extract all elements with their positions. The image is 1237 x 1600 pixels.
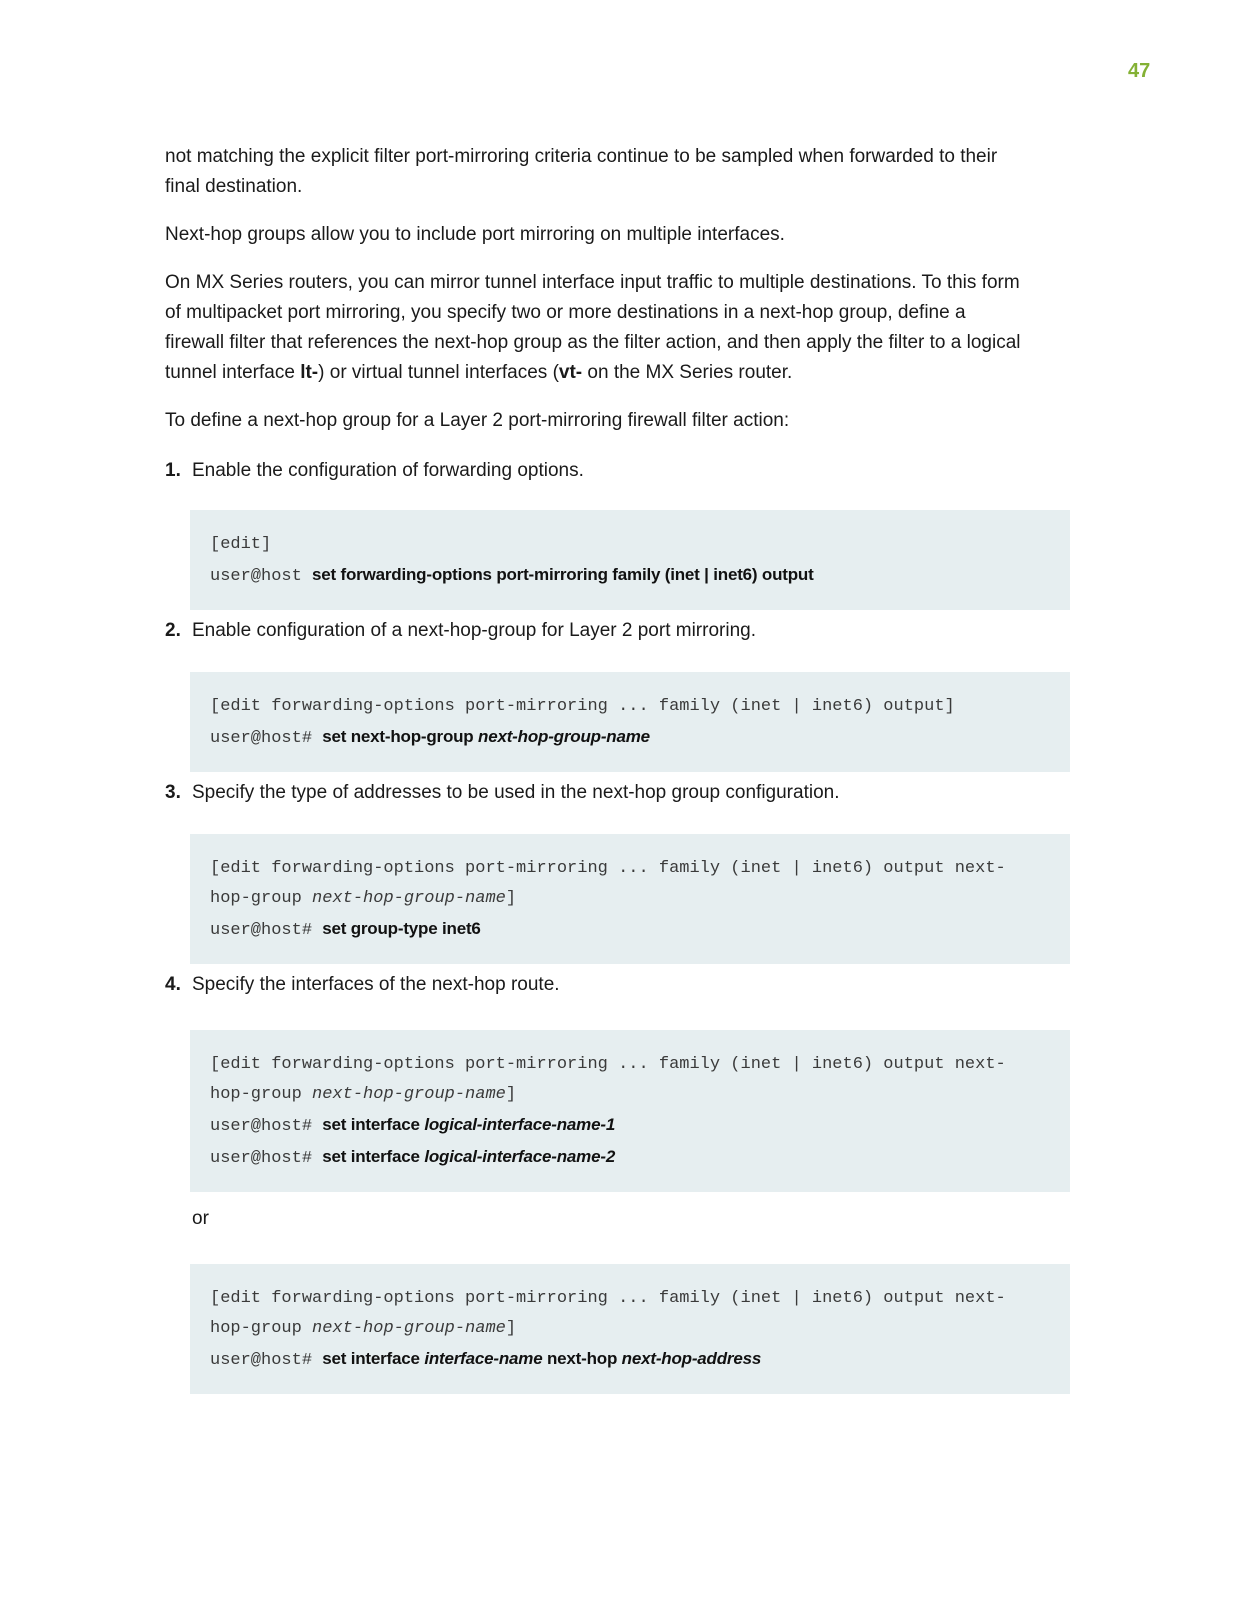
page-number: 47: [1128, 60, 1151, 82]
paragraph-mx-series: [165, 268, 1070, 388]
cli-command: [322, 1349, 761, 1368]
text-line: final destination.: [165, 176, 303, 197]
code-text: ]: [505, 1085, 517, 1104]
code-block-step-3: [190, 834, 1070, 964]
cli-command: [322, 727, 650, 746]
cli-command-text: set interface: [322, 1349, 425, 1368]
cli-command: [322, 1115, 615, 1134]
code-command-line: [210, 1142, 1050, 1174]
step-text: Enable the configuration of forwarding options.: [192, 460, 584, 481]
text-line: of multipacket port mirroring, you specify two or more destinations in a next-hop group, define a: [165, 302, 966, 323]
code-context: [210, 884, 1050, 914]
step-number: 2.: [165, 620, 181, 641]
code-text: ]: [505, 889, 517, 908]
step-1: [165, 456, 1070, 486]
text-fragment: on the MX Series router.: [582, 362, 793, 383]
step-number: 4.: [165, 974, 181, 995]
code-block-step-1: [190, 510, 1070, 610]
cli-command-text: set interface: [322, 1115, 425, 1134]
code-command-line: [210, 914, 1050, 946]
cli-command-text: set next-hop-group: [322, 727, 479, 746]
step-4: [165, 970, 1070, 1000]
cli-variable: interface-name: [424, 1349, 543, 1368]
code-variable: next-hop-group-name: [312, 1085, 506, 1104]
code-variable: next-hop-group-name: [312, 889, 506, 908]
code-command-line: [210, 1344, 1050, 1376]
text-line: firewall filter that references the next-hop group as the filter action, and then apply the filter to a logical: [165, 332, 1021, 353]
code-context: [edit]: [210, 535, 272, 554]
step-3: [165, 778, 1070, 808]
text-fragment: ) or virtual tunnel interfaces (: [318, 362, 559, 383]
code-command-line: [210, 560, 1050, 592]
code-context: [edit forwarding-options port-mirroring ... family (inet | inet6) output next-: [210, 1055, 1006, 1074]
cli-prompt: user@host#: [210, 729, 323, 748]
code-block-step-4: [190, 1030, 1070, 1192]
code-variable: next-hop-group-name: [312, 1319, 506, 1338]
cli-command-text: next-hop: [542, 1349, 622, 1368]
code-context: [edit forwarding-options port-mirroring ... family (inet | inet6) output]: [210, 697, 955, 716]
paragraph-intro-steps: To define a next-hop group for a Layer 2 port-mirroring firewall filter action:: [165, 410, 790, 431]
cli-variable: next-hop-group-name: [478, 727, 650, 746]
text-line: On MX Series routers, you can mirror tunnel interface input traffic to multiple destinations. To this form: [165, 272, 1020, 293]
code-context: [210, 1314, 1050, 1344]
cli-prompt: user@host: [210, 567, 313, 586]
step-number: 1.: [165, 460, 181, 481]
code-context: [edit forwarding-options port-mirroring ... family (inet | inet6) output next-: [210, 1289, 1006, 1308]
code-block-step-2: [190, 672, 1070, 772]
code-text: hop-group: [210, 1085, 313, 1104]
code-context: [210, 1080, 1050, 1110]
code-command-line: [210, 722, 1050, 754]
cli-variable: logical-interface-name-1: [424, 1115, 616, 1134]
code-block-step-4-alt: [190, 1264, 1070, 1394]
step-text: Enable configuration of a next-hop-group for Layer 2 port mirroring.: [192, 620, 756, 641]
cli-command: [322, 1147, 615, 1166]
cli-command-text: set interface: [322, 1147, 425, 1166]
code-text: ]: [505, 1319, 517, 1338]
cli-command: set forwarding-options port-mirroring family (inet | inet6) output: [312, 565, 814, 584]
step-text: Specify the interfaces of the next-hop route.: [192, 974, 560, 995]
paragraph-continuation: [165, 142, 1070, 202]
step-2: [165, 616, 1070, 646]
step-text: Specify the type of addresses to be used in the next-hop group configuration.: [192, 782, 840, 803]
cli-prompt: user@host#: [210, 1117, 323, 1136]
cli-command: set group-type inet6: [322, 919, 481, 938]
cli-prompt: user@host#: [210, 921, 323, 940]
cli-variable: next-hop-address: [621, 1349, 762, 1368]
cli-prompt: user@host#: [210, 1351, 323, 1370]
code-command-line: [210, 1110, 1050, 1142]
step-number: 3.: [165, 782, 181, 803]
code-text: hop-group: [210, 1319, 313, 1338]
text-line: not matching the explicit filter port-mirroring criteria continue to be sampled when forwarded to their: [165, 146, 998, 167]
term-vt: vt-: [558, 362, 583, 383]
term-lt: lt-: [300, 362, 319, 383]
paragraph-next-hop-groups: Next-hop groups allow you to include port mirroring on multiple interfaces.: [165, 224, 785, 245]
cli-prompt: user@host#: [210, 1149, 323, 1168]
text-fragment: tunnel interface: [165, 362, 301, 383]
cli-variable: logical-interface-name-2: [424, 1147, 616, 1166]
or-separator: or: [192, 1208, 209, 1229]
code-context: [edit forwarding-options port-mirroring ... family (inet | inet6) output next-: [210, 859, 1006, 878]
page-content: [165, 142, 1070, 1394]
code-text: hop-group: [210, 889, 313, 908]
